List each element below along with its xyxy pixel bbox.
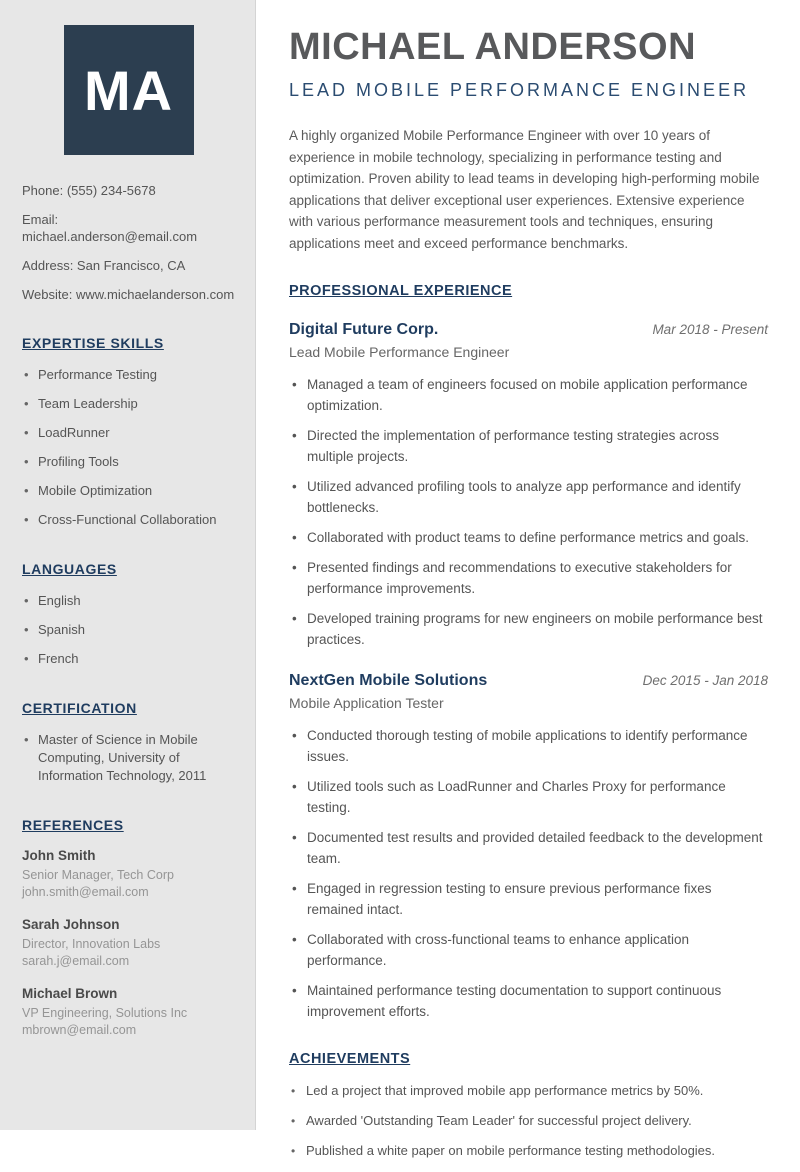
contact-block [22, 182, 235, 303]
reference-email: john.smith@email.com [22, 885, 149, 899]
achievements-list [289, 1082, 768, 1160]
skill-item: • Performance Testing [22, 366, 235, 384]
monogram-badge [64, 25, 194, 155]
company-name: NextGen Mobile Solutions [289, 672, 488, 689]
contact-email: Email: michael.anderson@email.com [22, 212, 198, 244]
languages-heading: LANGUAGES [22, 561, 117, 577]
experience-heading: PROFESSIONAL EXPERIENCE [289, 283, 513, 299]
page-title: MICHAEL ANDERSON [289, 26, 697, 68]
employment-dates: Mar 2018 - Present [652, 322, 768, 337]
reference-title: VP Engineering, Solutions Inc [22, 1006, 188, 1020]
skills-section [22, 335, 235, 529]
experience-bullet: • Utilized advanced profiling tools to analyze app performance and identify bottlenecks. [289, 476, 768, 518]
experience-entry-header [289, 321, 768, 339]
experience-bullet: • Engaged in regression testing to ensure previous performance fixes remained intact. [289, 878, 768, 920]
main-column [289, 0, 768, 1172]
reference-name: John Smith [22, 848, 96, 863]
experience-entry-header [289, 672, 768, 690]
reference-name: Michael Brown [22, 986, 118, 1001]
experience-entry [289, 321, 768, 650]
experience-bullet: • Collaborated with cross-functional teams to enhance application performance. [289, 929, 768, 971]
skill-item: • LoadRunner [22, 424, 235, 442]
language-item: • French [22, 650, 235, 668]
achievement-item: • Led a project that improved mobile app performance metrics by 50%. [289, 1082, 768, 1100]
achievements-heading: ACHIEVEMENTS [289, 1051, 411, 1067]
references-section [22, 817, 235, 1039]
languages-list [22, 592, 235, 668]
certification-item: • Master of Science in Mobile Computing, University of Information Technology, 2011 [22, 731, 235, 785]
experience-bullet: • Utilized tools such as LoadRunner and Charles Proxy for performance testing. [289, 776, 768, 818]
experience-bullet-list [289, 725, 768, 1022]
reference-entry [22, 848, 235, 901]
job-title: LEAD MOBILE PERFORMANCE ENGINEER [289, 80, 750, 100]
skill-item: • Team Leadership [22, 395, 235, 413]
experience-bullet: • Documented test results and provided detailed feedback to the development team. [289, 827, 768, 869]
experience-bullet: • Managed a team of engineers focused on mobile application performance optimization. [289, 374, 768, 416]
experience-bullet: • Developed training programs for new engineers on mobile performance best practices. [289, 608, 768, 650]
achievement-item: • Published a white paper on mobile performance testing methodologies. [289, 1142, 768, 1160]
experience-bullet-list [289, 374, 768, 650]
certification-section [22, 700, 235, 785]
role-title: Mobile Application Tester [289, 695, 444, 711]
contact-phone: Phone: (555) 234-5678 [22, 183, 156, 198]
experience-bullet: • Collaborated with product teams to define performance metrics and goals. [289, 527, 768, 548]
skill-item: • Cross-Functional Collaboration [22, 511, 235, 529]
company-name: Digital Future Corp. [289, 321, 439, 338]
profile-summary: A highly organized Mobile Performance Engineer with over 10 years of experience in mobile technology, specializing in performance testing and optimization. Proven ability to lead teams in developing high-performing mobile applications that deliver exceptional user experiences. Extensive experience with various performance measurement tools and techniques, ensuring applications meet and exceed performance benchmarks. [289, 128, 760, 251]
reference-entry [22, 986, 235, 1039]
certification-heading: CERTIFICATION [22, 700, 137, 716]
reference-email: mbrown@email.com [22, 1023, 137, 1037]
experience-entry [289, 672, 768, 1022]
role-title: Lead Mobile Performance Engineer [289, 344, 510, 360]
skills-heading: EXPERTISE SKILLS [22, 335, 164, 351]
certification-list [22, 731, 235, 785]
skill-item: • Profiling Tools [22, 453, 235, 471]
reference-title: Director, Innovation Labs [22, 937, 161, 951]
employment-dates: Dec 2015 - Jan 2018 [642, 673, 768, 688]
language-item: • Spanish [22, 621, 235, 639]
experience-bullet: • Maintained performance testing documentation to support continuous improvement efforts. [289, 980, 768, 1022]
monogram-initials: MA [83, 58, 174, 122]
contact-website: Website: www.michaelanderson.com [22, 287, 235, 302]
languages-section [22, 561, 235, 668]
skills-list [22, 366, 235, 529]
experience-bullet: • Conducted thorough testing of mobile applications to identify performance issues. [289, 725, 768, 767]
experience-bullet: • Presented findings and recommendations to executive stakeholders for performance improvements. [289, 557, 768, 599]
reference-title: Senior Manager, Tech Corp [22, 868, 174, 882]
reference-name: Sarah Johnson [22, 917, 120, 932]
sidebar [0, 0, 256, 1130]
achievement-item: • Awarded 'Outstanding Team Leader' for successful project delivery. [289, 1112, 768, 1130]
skill-item: • Mobile Optimization [22, 482, 235, 500]
experience-bullet: • Directed the implementation of performance testing strategies across multiple projects. [289, 425, 768, 467]
language-item: • English [22, 592, 235, 610]
reference-email: sarah.j@email.com [22, 954, 130, 968]
contact-address: Address: San Francisco, CA [22, 258, 186, 273]
references-heading: REFERENCES [22, 817, 124, 833]
reference-entry [22, 917, 235, 970]
